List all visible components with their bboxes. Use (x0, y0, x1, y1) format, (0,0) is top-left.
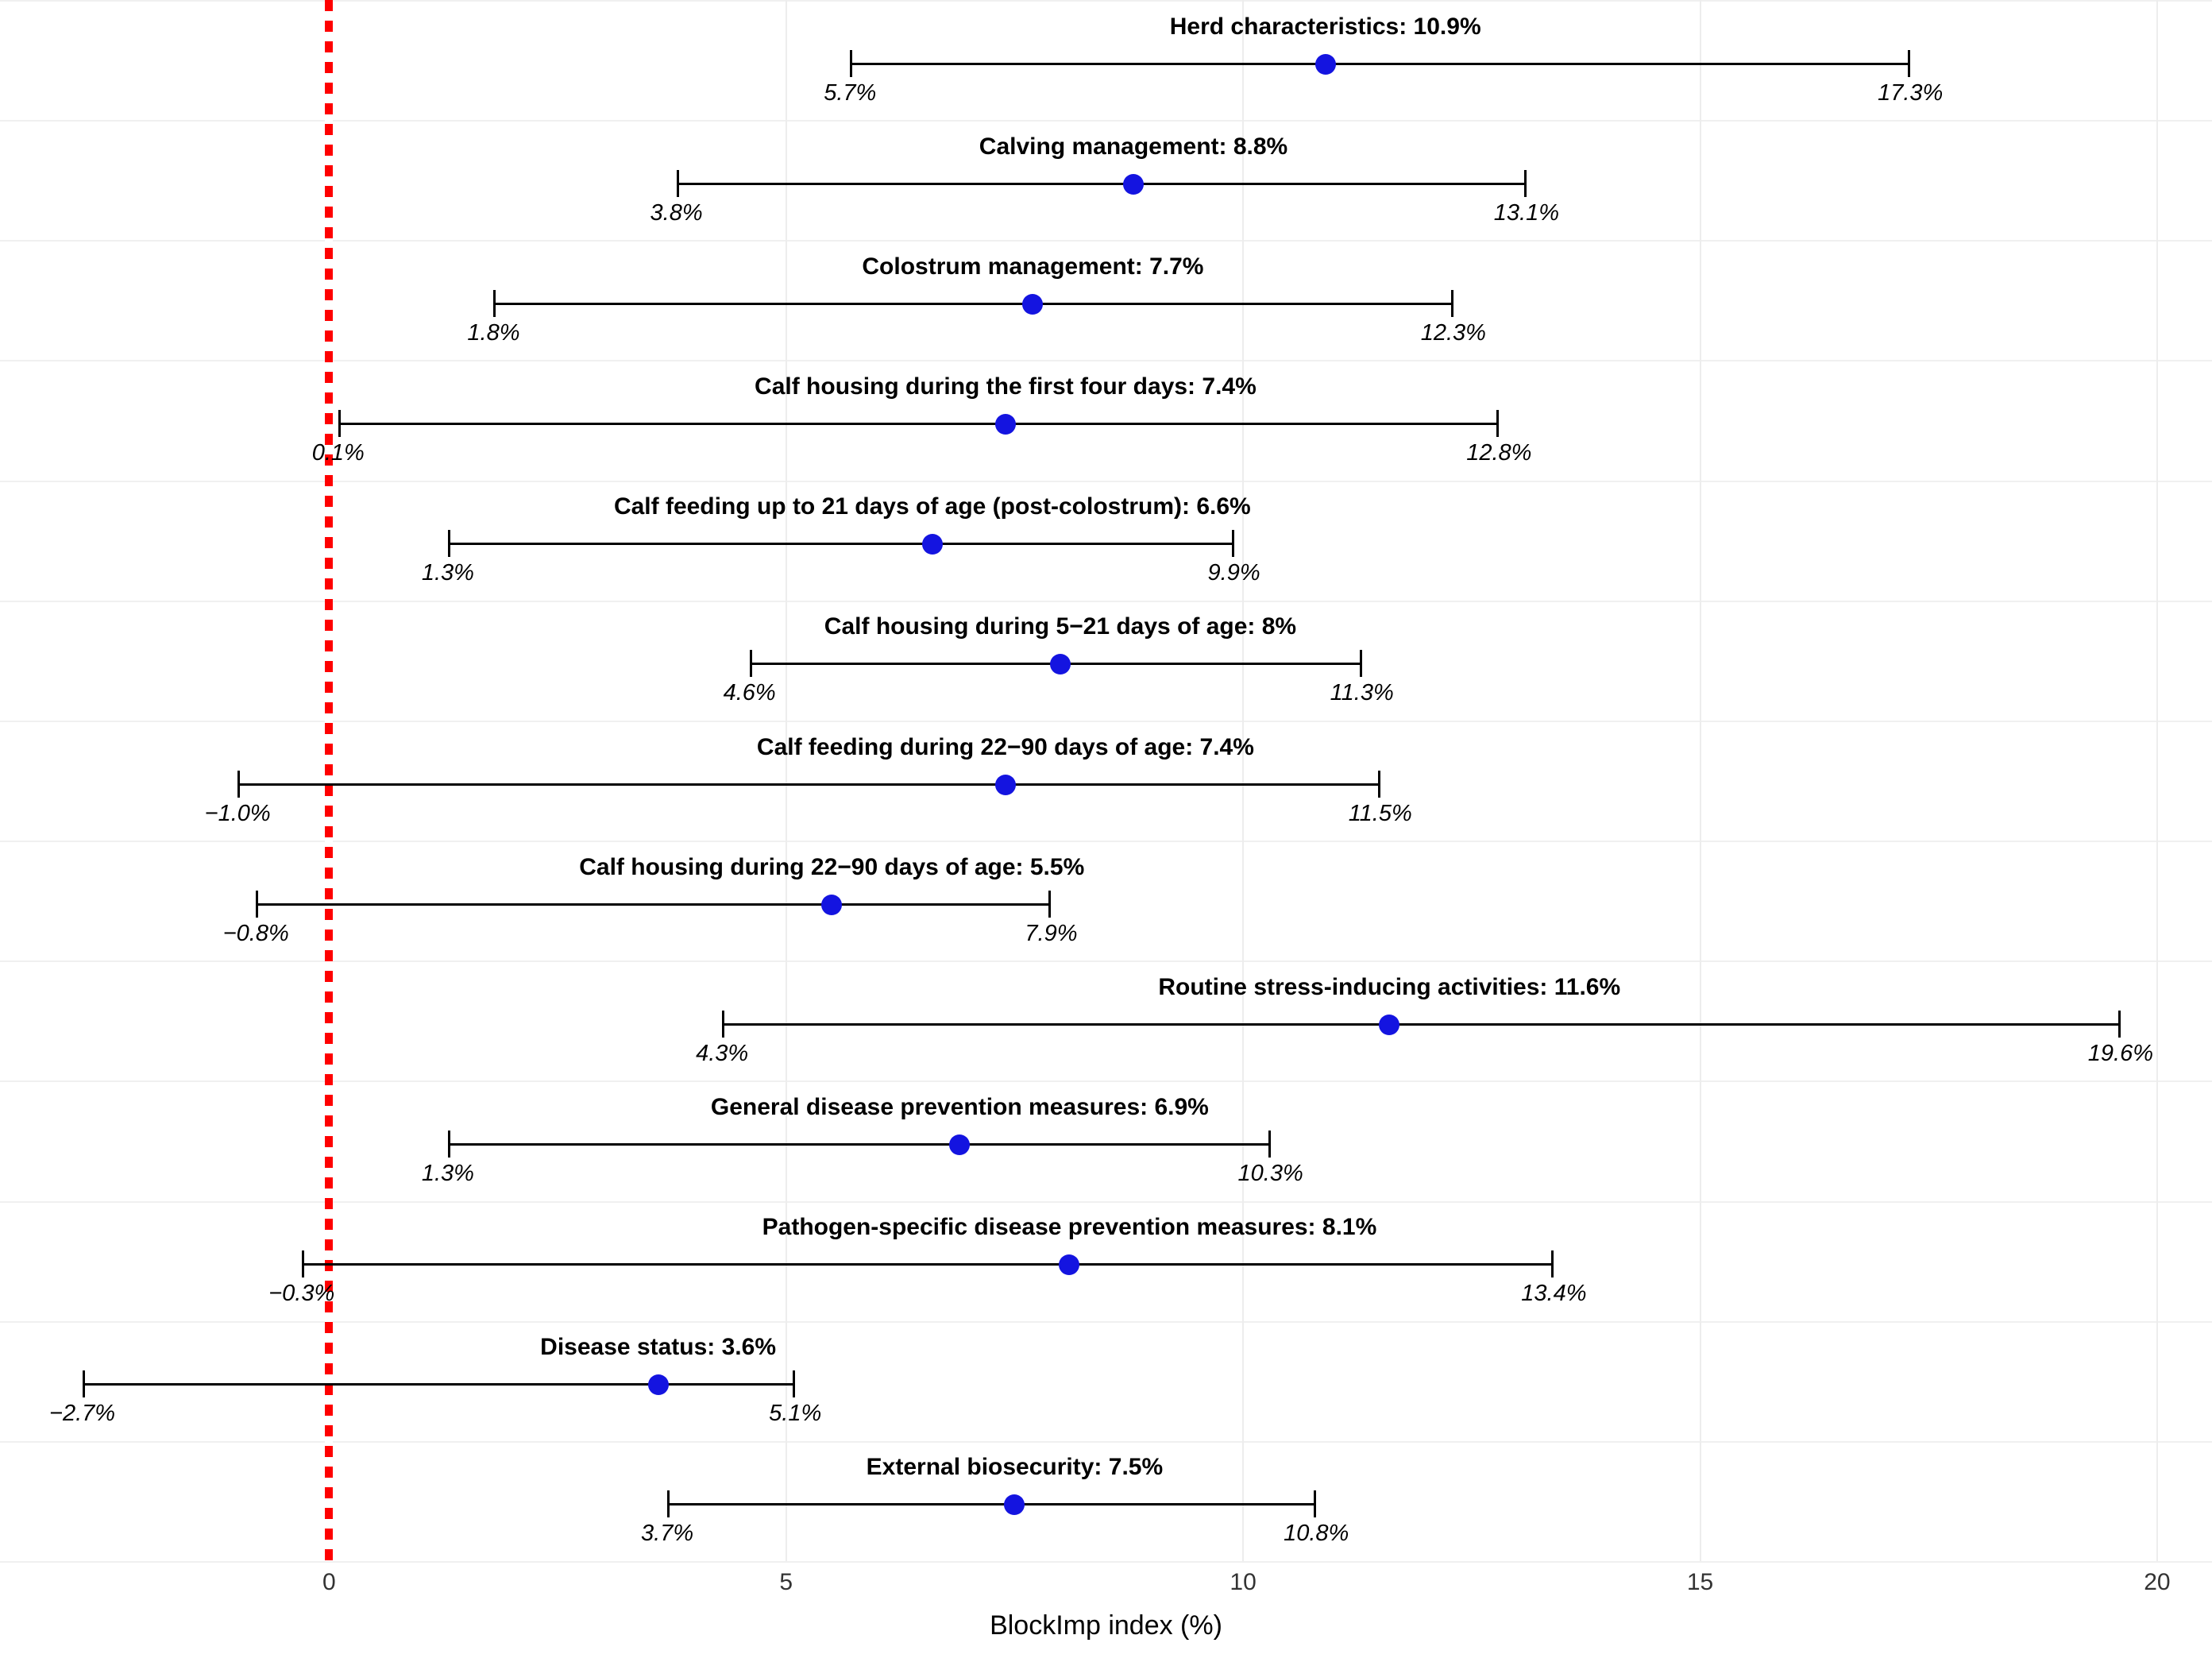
ci-cap-lower (83, 1370, 85, 1397)
confidence-interval-line (448, 1143, 1271, 1146)
estimate-point (1022, 294, 1043, 315)
estimate-point (949, 1134, 970, 1155)
ci-upper-label: 11.5% (1348, 800, 1412, 826)
ci-cap-lower (667, 1490, 670, 1517)
ci-upper-label: 19.6% (2087, 1040, 2154, 1066)
ci-lower-label: 1.8% (467, 319, 520, 346)
ci-upper-label: 17.3% (1878, 79, 1944, 106)
confidence-interval-line (677, 183, 1527, 185)
x-axis (0, 1561, 2212, 1662)
ci-upper-label: 9.9% (1207, 560, 1260, 586)
confidence-interval-line (256, 903, 1051, 906)
ci-lower-label: 3.8% (650, 199, 703, 226)
ci-cap-lower (256, 891, 258, 918)
forest-row (0, 120, 2212, 240)
estimate-point (995, 414, 1016, 435)
ci-cap-lower (677, 170, 679, 197)
confidence-interval-line (493, 303, 1453, 305)
x-axis-tick-label: 20 (2144, 1569, 2171, 1595)
estimate-point (821, 895, 842, 915)
ci-lower-label: −2.7% (49, 1401, 116, 1427)
ci-upper-label: 12.8% (1466, 440, 1532, 466)
confidence-interval-line (850, 63, 1910, 65)
ci-cap-lower (750, 650, 752, 677)
ci-lower-label: −0.3% (268, 1281, 335, 1307)
ci-cap-upper (1908, 50, 1910, 77)
ci-upper-label: 10.8% (1284, 1521, 1349, 1547)
estimate-point (1050, 654, 1071, 674)
ci-cap-upper (1232, 530, 1234, 557)
ci-lower-label: 4.6% (723, 680, 776, 706)
ci-cap-upper (1314, 1490, 1316, 1517)
ci-cap-lower (338, 410, 341, 437)
forest-row (0, 240, 2212, 360)
x-axis-label: BlockImp index (%) (990, 1610, 1222, 1641)
ci-cap-lower (302, 1250, 304, 1277)
forest-row (0, 481, 2212, 601)
x-axis-tick-label: 5 (779, 1569, 793, 1595)
confidence-interval-line (237, 783, 1380, 786)
ci-cap-upper (1496, 410, 1499, 437)
ci-upper-label: 10.3% (1237, 1160, 1303, 1186)
estimate-point (1315, 54, 1336, 75)
confidence-interval-line (83, 1383, 796, 1386)
ci-upper-label: 11.3% (1330, 680, 1394, 706)
ci-lower-label: 1.3% (421, 560, 474, 586)
ci-cap-lower (448, 530, 450, 557)
row-title: Calf feeding during 22−90 days of age: 7.4% (756, 733, 1254, 760)
row-title: Colostrum management: 7.7% (862, 253, 1204, 280)
ci-cap-upper (1268, 1131, 1271, 1158)
row-title: Herd characteristics: 10.9% (1169, 13, 1481, 40)
x-axis-tick-label: 0 (322, 1569, 336, 1595)
forest-row (0, 1080, 2212, 1200)
ci-cap-upper (1451, 290, 1453, 317)
ci-cap-upper (1524, 170, 1527, 197)
estimate-point (1379, 1015, 1399, 1035)
ci-cap-upper (1551, 1250, 1554, 1277)
ci-cap-lower (850, 50, 852, 77)
row-title: Calving management: 8.8% (979, 133, 1288, 160)
confidence-interval-line (667, 1503, 1316, 1505)
ci-cap-upper (1378, 771, 1380, 798)
row-title: Calf housing during the first four days: 7.4% (755, 373, 1257, 400)
estimate-point (648, 1374, 669, 1395)
forest-row (0, 1441, 2212, 1561)
ci-upper-label: 12.3% (1420, 319, 1486, 346)
ci-cap-upper (1048, 891, 1051, 918)
confidence-interval-line (448, 543, 1234, 545)
confidence-interval-line (302, 1263, 1554, 1266)
forest-row (0, 601, 2212, 721)
ci-lower-label: −0.8% (222, 920, 289, 946)
forest-row (0, 841, 2212, 960)
ci-cap-lower (493, 290, 496, 317)
row-title: Pathogen-specific disease prevention measures: 8.1% (762, 1214, 1377, 1241)
row-title: General disease prevention measures: 6.9% (710, 1093, 1209, 1120)
ci-cap-upper (2118, 1011, 2121, 1038)
ci-cap-lower (722, 1011, 724, 1038)
x-axis-tick-label: 15 (1686, 1569, 1714, 1595)
confidence-interval-line (338, 423, 1500, 425)
ci-cap-upper (793, 1370, 795, 1397)
ci-lower-label: 3.7% (641, 1521, 694, 1547)
ci-upper-label: 5.1% (769, 1401, 822, 1427)
estimate-point (1123, 174, 1144, 195)
ci-upper-label: 13.4% (1521, 1281, 1587, 1307)
estimate-point (1059, 1254, 1079, 1275)
forest-row (0, 1321, 2212, 1441)
ci-upper-label: 7.9% (1025, 920, 1078, 946)
ci-lower-label: 5.7% (824, 79, 877, 106)
ci-lower-label: 0.1% (311, 440, 365, 466)
ci-cap-lower (448, 1131, 450, 1158)
ci-lower-label: 4.3% (696, 1040, 749, 1066)
forest-row (0, 721, 2212, 841)
ci-upper-label: 13.1% (1493, 199, 1559, 226)
x-axis-tick-label: 10 (1230, 1569, 1257, 1595)
row-title: External biosecurity: 7.5% (866, 1454, 1164, 1481)
row-title: Calf housing during 5−21 days of age: 8% (824, 613, 1297, 640)
estimate-point (922, 534, 943, 555)
forest-row (0, 360, 2212, 480)
row-title: Disease status: 3.6% (540, 1334, 777, 1361)
ci-lower-label: −1.0% (204, 800, 271, 826)
row-title: Routine stress-inducing activities: 11.6% (1158, 973, 1621, 1000)
forest-row (0, 960, 2212, 1080)
confidence-interval-line (722, 1023, 2121, 1026)
ci-lower-label: 1.3% (421, 1160, 474, 1186)
ci-cap-lower (237, 771, 240, 798)
forest-row (0, 1201, 2212, 1321)
estimate-point (995, 775, 1016, 795)
row-title: Calf feeding up to 21 days of age (post-colostrum): 6.6% (613, 493, 1251, 520)
row-title: Calf housing during 22−90 days of age: 5.5% (579, 853, 1085, 880)
ci-cap-upper (1360, 650, 1362, 677)
forest-row (0, 0, 2212, 120)
estimate-point (1004, 1494, 1025, 1515)
